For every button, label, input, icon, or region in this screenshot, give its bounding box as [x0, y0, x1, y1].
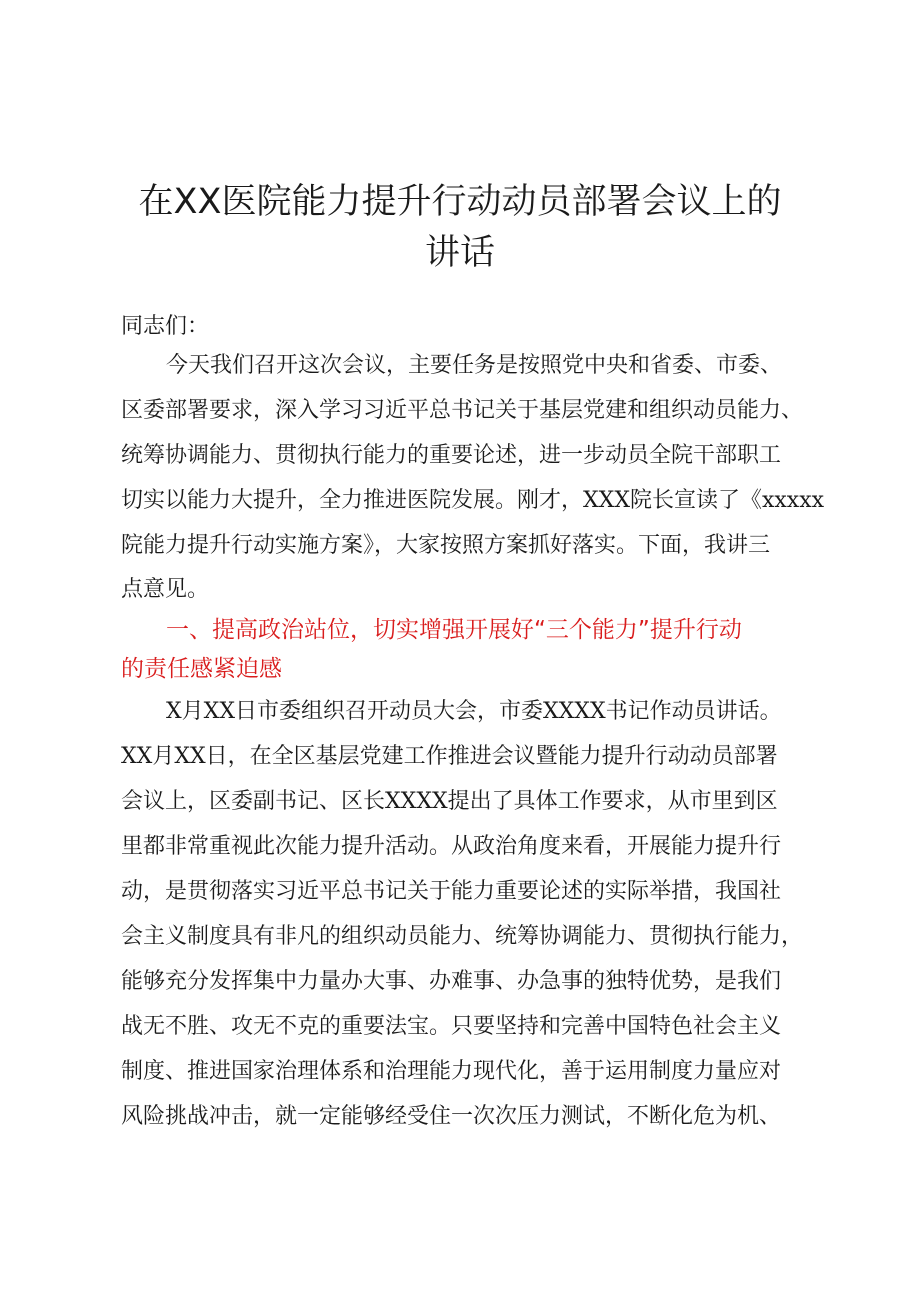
paragraph-line: 制度、推进国家治理体系和治理能力现代化，善于运用制度力量应对	[121, 1059, 782, 1084]
salutation: 同志们：	[121, 314, 210, 339]
paragraph-line: XX月XX日，在全区基层党建工作推进会议暨能力提升行动动员部署	[121, 744, 778, 769]
paragraph-line: 会议上，区委副书记、区长XXXX提出了具体工作要求，从市里到区	[121, 789, 778, 814]
section-heading-line-1: 一、提高政治站位，切实增强开展好“三个能力”提升行动	[166, 617, 742, 643]
paragraph-line: 里都非常重视此次能力提升活动。从政治角度来看，开展能力提升行	[121, 834, 782, 859]
paragraph-line: 战无不胜、攻无不克的重要法宝。只要坚持和完善中国特色社会主义	[121, 1014, 782, 1039]
paragraph-line: 动，是贯彻落实习近平总书记关于能力重要论述的实际举措，我国社	[121, 879, 782, 904]
paragraph-line: 区委部署要求，深入学习习近平总书记关于基层党建和组织动员能力、	[121, 398, 804, 423]
paragraph-line: 切实以能力大提升，全力推进医院发展。刚才，XXX院长宣读了《xxxxx	[121, 488, 825, 513]
paragraph-line: 统筹协调能力、贯彻执行能力的重要论述，进一步动员全院干部职工	[121, 443, 782, 468]
paragraph-line: 会主义制度具有非凡的组织动员能力、统筹协调能力、贯彻执行能力，	[121, 924, 804, 949]
paragraph-line: 点意见。	[121, 577, 210, 602]
paragraph-line: 风险挑战冲击，就一定能够经受住一次次压力测试，不断化危为机、	[121, 1104, 782, 1129]
paragraph-line: X月XX日市委组织召开动员大会，市委XXXX书记作动员讲话。	[166, 699, 782, 724]
paragraph-line: 能够充分发挥集中力量办大事、办难事、办急事的独特优势，是我们	[121, 969, 782, 994]
paragraph-line: 今天我们召开这次会议，主要任务是按照党中央和省委、市委、	[166, 353, 783, 378]
document-title-line-1: 在XX医院能力提升行动动员部署会议上的	[138, 182, 782, 222]
section-heading-line-2: 的责任感紧迫感	[121, 656, 282, 682]
paragraph-line: 院能力提升行动实施方案》，大家按照方案抓好落实。下面，我讲三	[121, 533, 771, 558]
document-title-line-2: 讲话	[424, 233, 495, 273]
